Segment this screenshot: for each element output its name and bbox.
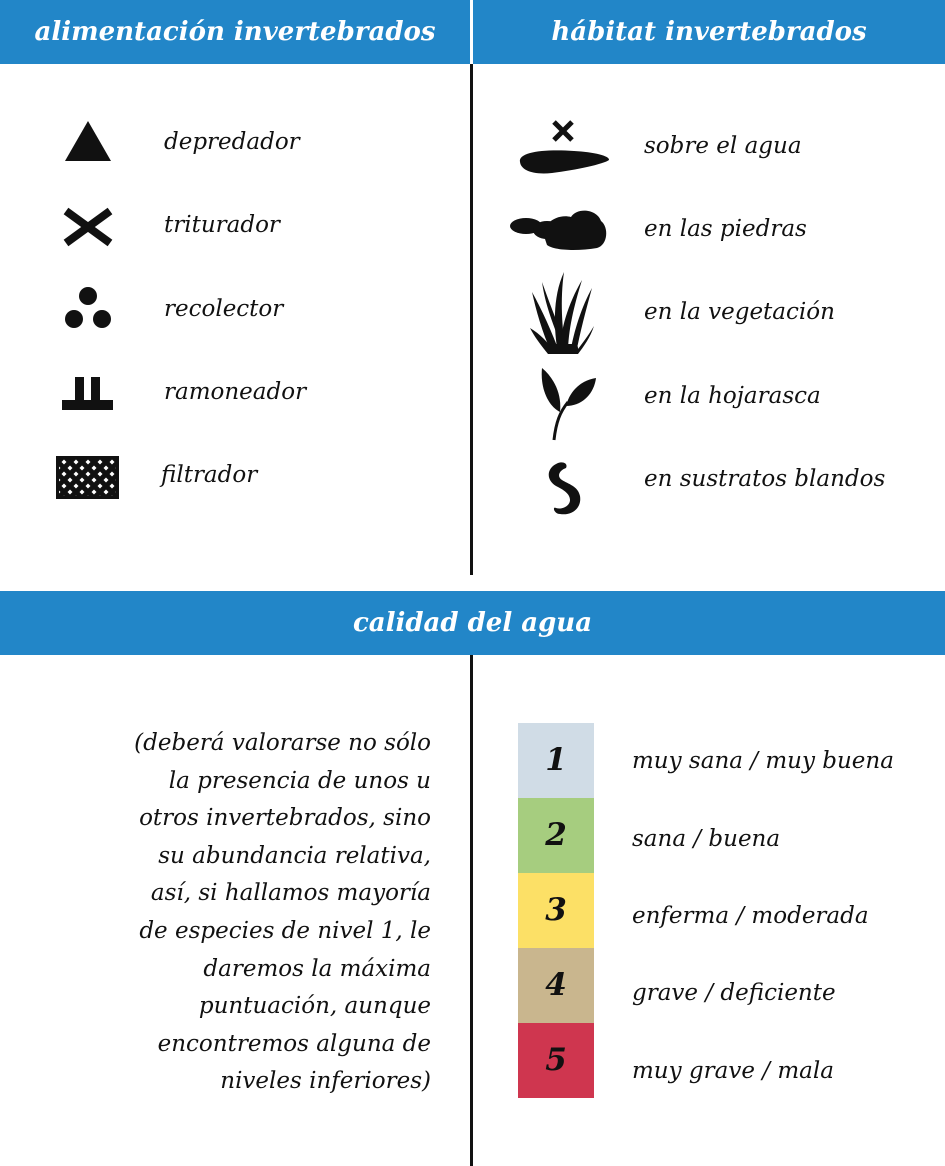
note-line: niveles inferiores)	[220, 1068, 431, 1095]
habitat-title: hábitat invertebrados	[551, 17, 867, 47]
habitat-label-en-la-hojarasca: en la hojarasca	[644, 383, 821, 409]
quality-label-2: sana / buena	[632, 826, 781, 852]
top-section-divider	[470, 64, 473, 575]
habitat-label-en-sustratos-blandos: en sustratos blandos	[644, 466, 886, 492]
grass-icon	[530, 270, 596, 356]
note-line: otros invertebrados, sino	[139, 805, 431, 832]
note-line: (deberá valorarse no sólo	[134, 730, 431, 756]
note-line: la presencia de unos u	[168, 767, 431, 794]
feeding-label-depredador: depredador	[164, 129, 300, 155]
feeding-label-triturador: triturador	[164, 212, 280, 238]
note-line: puntuación, aunque	[198, 993, 431, 1020]
worm-icon	[542, 460, 584, 516]
feeding-label-ramoneador: ramoneador	[164, 379, 307, 405]
quality-label-3: enferma / moderada	[632, 903, 869, 929]
habitat-label-en-las-piedras: en las piedras	[644, 216, 807, 242]
quality-swatch-1: 1	[518, 723, 594, 798]
bottom-section-divider	[470, 655, 473, 1166]
quality-swatch-3: 3	[518, 873, 594, 948]
note-line: así, si hallamos mayoría	[150, 880, 431, 907]
three-dots-icon	[62, 286, 114, 330]
top-header-band	[0, 0, 945, 64]
triangle-icon	[63, 119, 113, 163]
stones-icon	[509, 205, 609, 253]
feeding-label-recolector: recolector	[164, 296, 284, 322]
quality-header-band	[0, 591, 945, 655]
note-line: daremos la máxima	[203, 955, 431, 982]
comb-icon	[62, 377, 114, 411]
quality-title: calidad del agua	[352, 608, 593, 638]
quality-swatch-2: 2	[518, 798, 594, 873]
note-line: su abundancia relativa,	[158, 842, 431, 869]
water-surface-icon	[514, 118, 612, 176]
cross-icon	[62, 207, 114, 247]
note-line: encontremos alguna de	[157, 1030, 431, 1057]
feeding-label-filtrador: filtrador	[161, 462, 258, 488]
feeding-title: alimentación invertebrados	[34, 17, 436, 47]
habitat-label-sobre-el-agua: sobre el agua	[644, 133, 802, 159]
note-line: de especies de nivel 1, le	[139, 917, 431, 944]
quality-swatch-4: 4	[518, 948, 594, 1023]
leaf-litter-icon	[538, 366, 598, 442]
quality-label-5: muy grave / mala	[632, 1058, 834, 1084]
quality-note	[95, 725, 431, 1101]
quality-label-4: grave / deficiente	[632, 980, 836, 1006]
quality-label-1: muy sana / muy buena	[632, 748, 894, 774]
quality-swatch-5: 5	[518, 1023, 594, 1098]
habitat-label-en-la-vegetacion: en la vegetación	[644, 299, 835, 325]
mesh-icon	[56, 456, 120, 500]
